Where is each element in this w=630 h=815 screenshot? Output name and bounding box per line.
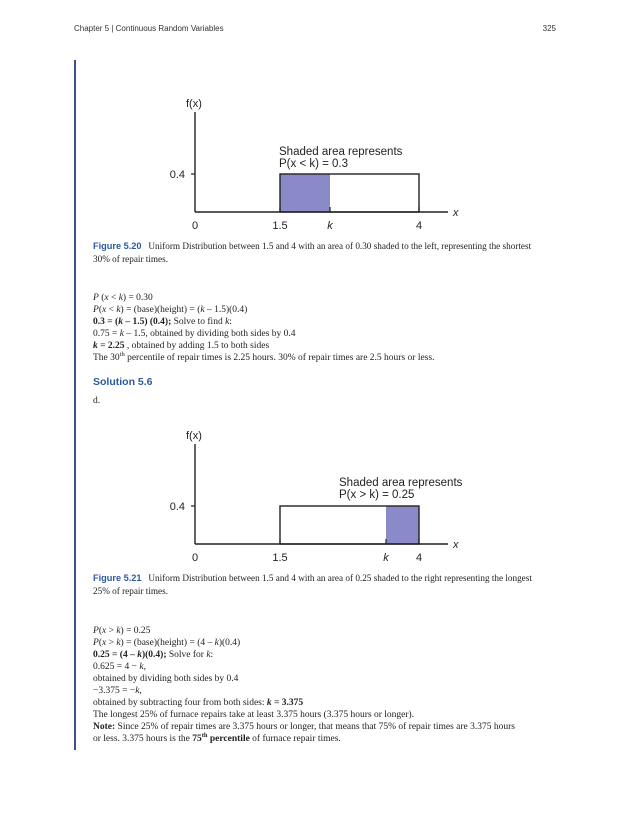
figure-label: Figure 5.20 xyxy=(93,241,142,251)
work-block-1 xyxy=(93,292,553,364)
y-tick-label: 0.4 xyxy=(169,501,185,513)
x-tick-label: 0 xyxy=(191,552,199,564)
work-line: P(x < k) = (base)(height) = (k – 1.5)(0.4) xyxy=(93,305,248,315)
work-line: P(x > k) = 0.25 xyxy=(93,626,151,636)
shaded-area xyxy=(280,174,330,212)
work-line: P (x < k) = 0.30 xyxy=(93,293,153,303)
x-axis-label: x xyxy=(453,207,459,219)
x-tick-label: 4 xyxy=(415,220,423,232)
x-tick-label: k xyxy=(383,552,389,564)
work-line: obtained by subtracting four from both sides: k = 3.375 xyxy=(93,698,304,708)
work-line: P(x > k) = (base)(height) = (4 – k)(0.4) xyxy=(93,638,241,648)
work-line: The 30th percentile of repair times is 2.25 hours. 30% of repair times are 2.5 hours or less. xyxy=(93,350,435,363)
x-tick-label: 1.5 xyxy=(272,552,288,564)
x-tick-label: 0 xyxy=(191,220,199,232)
annotation-line-2: P(x > k) = 0.25 xyxy=(339,489,415,501)
page-number: 325 xyxy=(542,24,556,33)
figure-caption xyxy=(93,240,543,265)
y-axis-label: f(x) xyxy=(186,430,202,442)
x-tick-label: 1.5 xyxy=(272,220,288,232)
work-line: 0.625 = 4 − k, xyxy=(93,662,146,672)
running-header-chapter: Chapter 5 | Continuous Random Variables xyxy=(74,24,224,33)
caption-text: Uniform Distribution between 1.5 and 4 with an area of 0.30 shaded to the left, representing the shortest 30% of repair times. xyxy=(93,241,532,264)
work-line: k = 2.25 , obtained by adding 1.5 to both sides xyxy=(93,341,270,351)
annotation-line-2: P(x < k) = 0.3 xyxy=(279,158,349,170)
solution-heading: Solution 5.6 xyxy=(93,376,153,388)
figure-caption xyxy=(93,572,543,597)
work-line: −3.375 = −k, xyxy=(93,686,142,696)
work-block-2 xyxy=(93,625,553,745)
shaded-area xyxy=(386,506,419,544)
caption-text: Uniform Distribution between 1.5 and 4 with an area of 0.25 shaded to the right representing the longest 25% of repair times. xyxy=(93,573,532,596)
work-line: Note: Since 25% of repair times are 3.375 hours or longer, that means that 75% of repair times are 3.375 hours xyxy=(93,722,515,732)
x-axis-label: x xyxy=(453,539,459,551)
work-line: or less. 3.375 hours is the 75th percentile of furnace repair times. xyxy=(93,731,341,744)
annotation-line-1: Shaded area represents xyxy=(279,146,403,158)
figure-label: Figure 5.21 xyxy=(93,573,142,583)
solution-part-letter: d. xyxy=(93,396,101,406)
work-line: 0.3 = (k – 1.5) (0.4); Solve to find k: xyxy=(93,317,232,327)
y-axis-label: f(x) xyxy=(186,98,202,110)
y-tick-label: 0.4 xyxy=(169,169,185,181)
annotation-line-1: Shaded area represents xyxy=(339,477,463,489)
work-line: obtained by dividing both sides by 0.4 xyxy=(93,674,239,684)
figure-5-20 xyxy=(0,95,630,232)
figure-5-21 xyxy=(0,428,630,564)
x-tick-label: 4 xyxy=(415,552,423,564)
work-line: 0.75 = k – 1.5, obtained by dividing both sides by 0.4 xyxy=(93,329,296,339)
x-tick-label: k xyxy=(327,220,333,232)
work-line: 0.25 = (4 – k)(0.4); Solve for k: xyxy=(93,650,214,660)
work-line: The longest 25% of furnace repairs take at least 3.375 hours (3.375 hours or longer). xyxy=(93,710,415,720)
